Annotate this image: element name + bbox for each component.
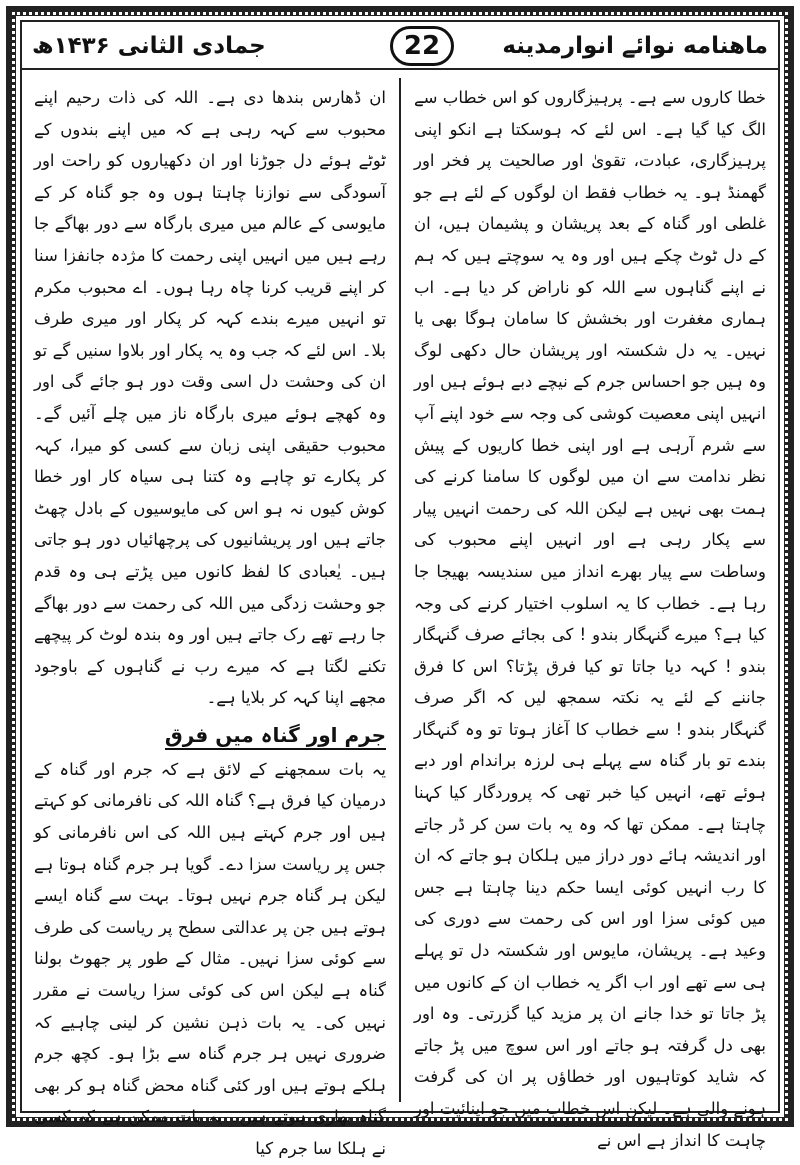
right-column-text: خطا کاروں سے ہے۔ پرہیزگاروں کو اس خطاب سے الگ کیا گیا ہے۔ اس لئے کہ ہوسکتا ہے انکو اپنی پرہیزگاری، عبادت، تقویٰ اور صالحیت پر فخر اور گھمنڈ ہو۔ یہ خطاب فقط ان لوگوں کے لئے ہے جو غلطی اور گناہ کے بعد پریشان و پشیمان ہیں، ان کے دل ٹوٹ چکے ہیں اور وہ یہ سوچتے ہیں کہ ہم نے اپنے گناہوں سے اللہ کو ناراض کر دیا ہے۔ اب ہماری مغفرت اور بخشش کا سامان ہوگا بھی یا نہیں۔ یہ دل شکستہ اور پریشان حال دکھی لوگ وہ ہیں جو احساس جرم کے نیچے دبے ہوئے ہیں اور انہیں اپنی معصیت کوشی کی وجہ سے خود اپنے آپ سے شرم آرہی ہے اور اپنی خطا کاریوں کے پیش نظر ندامت سے ان میں لوگوں کا سامنا کرنے کی ہمت بھی نہیں ہے لیکن اللہ کی رحمت انہیں پیار سے پکار رہی ہے اور انہیں اپنے محبوب کی وساطت سے پیار بھرے انداز میں سندیسہ بھیجا جا رہا ہے۔ خطاب کا یہ اسلوب اختیار کرنے کی وجہ کیا ہے؟ میرے گنہگار بندو ! کی بجائے صرف گنہگار بندو ! کہہ دیا جاتا تو کیا فرق پڑتا؟ اس کا فرق جاننے کے لئے یہ نکتہ سمجھ لیں کہ اگر صرف گنہگار بندو ! سے خطاب کا آغاز ہوتا تو وہ گنہگار بندے تو بار گناہ سے پہلے ہی لرزہ براندام اور دبے ہوئے تھے، انہیں کیا خبر تھی کہ پروردگار کیا کہنا چاہتا ہے۔ ممکن تھا کہ وہ یہ بات سن کر ڈر جاتے اور اندیشہ ہائے دور دراز میں ہلکان ہو جاتے کہ ان کا رب انہیں کوئی ایسا حکم دینا چاہتا ہے جس میں کوئی سزا اور اس کی رحمت سے دوری کی وعید ہے۔ پریشان، مایوس اور شکستہ دل تو پہلے ہی سے تھے اور اب اگر یہ خطاب ان کے کانوں میں پڑ جاتا تو خدا جانے ان پر مزید کیا گزرتی۔ وہ اور بھی دل گرفتہ ہو جاتے اور اس سوچ میں پڑ جاتے کہ شاید کوتاہیوں اور خطاؤں پر ان کی گرفت ہونے والی ہے۔ لیکن اس خطاب میں جو اپنائیت اور چاہت کا انداز ہے اس نے: [414, 88, 766, 1150]
magazine-title: ماهنامه نوائے انوارمدینه: [502, 33, 768, 59]
section-subheading: [34, 718, 386, 752]
right-column: [414, 82, 766, 1150]
left-column: [34, 82, 386, 1158]
page-number: 22: [390, 26, 454, 66]
column-divider: [399, 78, 401, 1102]
left-column-text-top: ان ڈھارس بندھا دی ہے۔ اللہ کی ذات رحیم اپنے محبوب سے کہہ رہی ہے کہ میں اپنے بندوں کے ٹوٹے ہوئے دل جوڑنا اور ان دکھیاروں کو راحت اور آسودگی سے نوازنا چاہتا ہوں وہ جو گناہ کر کے مایوسی کے عالم میں میری بارگاہ سے دور بھاگے جا رہے ہیں میں انہیں اپنی رحمت کا مژدہ جانفزا سنا کر اپنے قریب کرنا چاہ رہا ہوں۔ اے محبوب مکرم تو انہیں میرے بندے کہہ کر پکار اور میری طرف بلا۔ اس لئے کہ جب وہ یہ پکار اور بلاوا سنیں گے تو ان کی وحشت دل اسی وقت دور ہو جائے گی اور وہ کھچے ہوئے میری بارگاہ ناز میں چلے آئیں گے۔ محبوب حقیقی اپنی زبان سے کسی کو میرا، کہہ کر پکارے تو چاہے وہ کتنا ہی سیاہ کار اور خطا کوش کیوں نہ ہو اس کی مایوسیوں کے بادل چھٹ جاتے ہیں اور پریشانیوں کی پرچھائیاں دور ہو جاتی ہیں۔ یٰعبادی کا لفظ کانوں میں پڑتے ہی وہ قدم جو وحشت زدگی میں اللہ کی رحمت سے دور بھاگے جا رہے تھے رک جاتے ہیں اور وہ بندہ لوٹ کر پیچھے تکنے لگتا ہے کہ میرے رب نے گناہوں کے باوجود مجھے اپنا کہہ کر بلایا ہے۔: [34, 88, 386, 708]
subheading-text: جرم اور گناہ میں فرق: [165, 723, 386, 750]
issue-date: جمادی الثانی ۱۴۳۶ھ: [32, 33, 266, 59]
page-header: [22, 22, 778, 70]
left-column-text-bottom: یہ بات سمجھنے کے لائق ہے کہ جرم اور گناہ کے درمیان کیا فرق ہے؟ گناہ اللہ کی نافرمانی کو کہتے ہیں اور جرم کہتے ہیں اللہ کی اس نافرمانی کو جس پر ریاست سزا دے۔ گویا ہر جرم گناہ ہوتا ہے لیکن ہر گناہ جرم نہیں ہوتا۔ بہت سے گناہ ایسے ہوتے ہیں جن پر عدالتی سطح پر ریاست کی طرف سے کوئی سزا نہیں۔ مثال کے طور پر جھوٹ بولنا گناہ ہے لیکن اس کی کوئی سزا ریاست نے مقرر نہیں کی۔ یہ بات ذہن نشین کر لینی چاہیے کہ ضروری نہیں ہر جرم گناہ سے بڑا ہو۔ کچھ جرم ہلکے ہوتے ہیں اور کئی گناہ محض گناہ ہو کر بھی گناہ بھاری ہوتے ہیں۔ یہ بات ممکن ہے کہ کسی نے ہلکا سا جرم کیا: [34, 759, 386, 1158]
